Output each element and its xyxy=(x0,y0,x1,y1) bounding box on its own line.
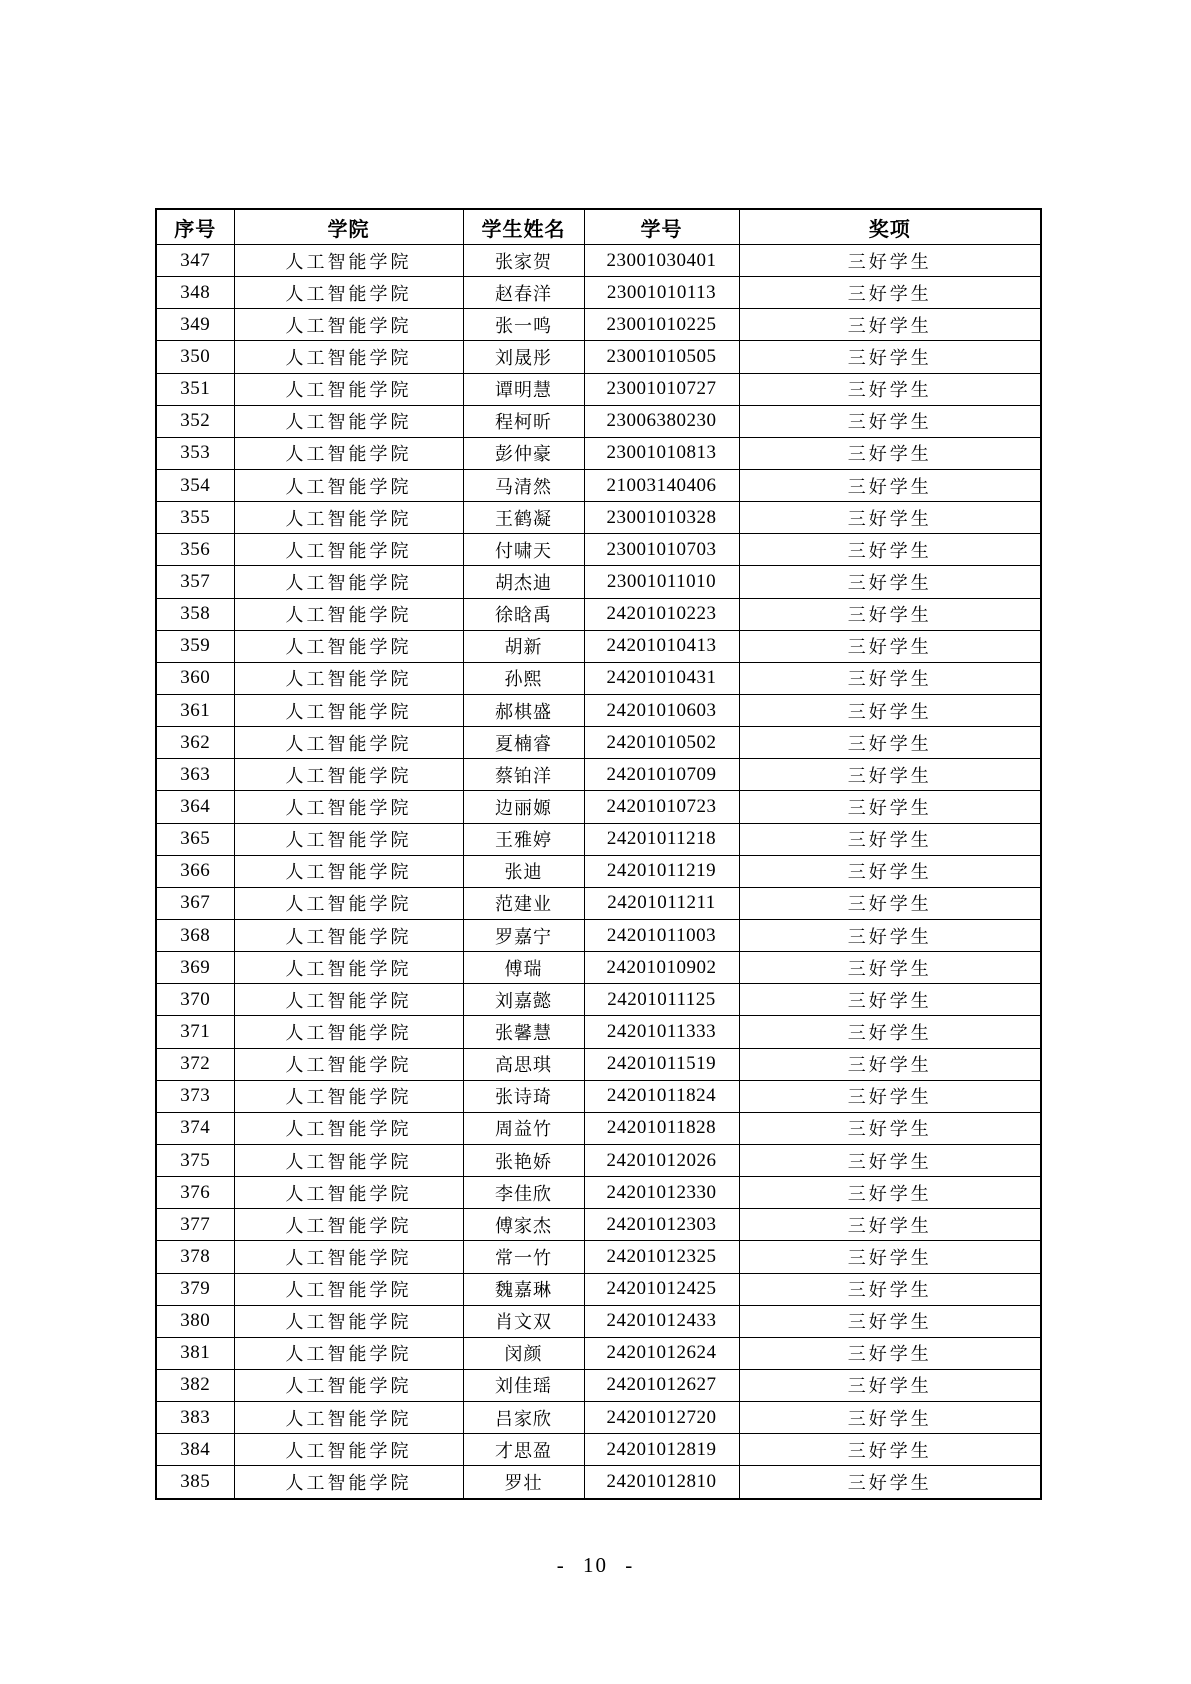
table-row xyxy=(156,727,1041,759)
header-student-id: 学号 xyxy=(584,209,739,245)
cell-student-id: 23001010505 xyxy=(584,341,739,373)
cell-student-name: 刘晟彤 xyxy=(463,341,584,373)
cell-serial-number: 356 xyxy=(156,534,234,566)
cell-serial-number: 363 xyxy=(156,759,234,791)
cell-student-name: 夏楠睿 xyxy=(463,727,584,759)
cell-award: 三好学生 xyxy=(739,855,1041,887)
table-row xyxy=(156,566,1041,598)
cell-student-id: 23006380230 xyxy=(584,405,739,437)
cell-student-id: 24201012330 xyxy=(584,1177,739,1209)
header-award: 奖项 xyxy=(739,209,1041,245)
cell-award: 三好学生 xyxy=(739,1466,1041,1499)
cell-student-id: 24201010902 xyxy=(584,952,739,984)
cell-serial-number: 370 xyxy=(156,984,234,1016)
cell-college: 人工智能学院 xyxy=(234,1369,463,1401)
cell-student-name: 赵春洋 xyxy=(463,277,584,309)
cell-college: 人工智能学院 xyxy=(234,630,463,662)
cell-student-name: 刘嘉懿 xyxy=(463,984,584,1016)
cell-award: 三好学生 xyxy=(739,1241,1041,1273)
table-row xyxy=(156,791,1041,823)
cell-award: 三好学生 xyxy=(739,759,1041,791)
cell-serial-number: 384 xyxy=(156,1434,234,1466)
cell-serial-number: 377 xyxy=(156,1209,234,1241)
table-row xyxy=(156,245,1041,277)
cell-student-id: 24201012624 xyxy=(584,1337,739,1369)
cell-award: 三好学生 xyxy=(739,598,1041,630)
cell-award: 三好学生 xyxy=(739,405,1041,437)
table-row xyxy=(156,405,1041,437)
cell-award: 三好学生 xyxy=(739,952,1041,984)
cell-serial-number: 385 xyxy=(156,1466,234,1499)
cell-college: 人工智能学院 xyxy=(234,1337,463,1369)
cell-award: 三好学生 xyxy=(739,919,1041,951)
cell-student-name: 魏嘉琳 xyxy=(463,1273,584,1305)
cell-award: 三好学生 xyxy=(739,1112,1041,1144)
cell-college: 人工智能学院 xyxy=(234,598,463,630)
cell-award: 三好学生 xyxy=(739,502,1041,534)
cell-award: 三好学生 xyxy=(739,341,1041,373)
cell-student-name: 张迪 xyxy=(463,855,584,887)
cell-student-id: 23001010113 xyxy=(584,277,739,309)
cell-student-name: 郝棋盛 xyxy=(463,694,584,726)
cell-student-id: 24201012720 xyxy=(584,1402,739,1434)
table-row xyxy=(156,1369,1041,1401)
table-row xyxy=(156,694,1041,726)
cell-college: 人工智能学院 xyxy=(234,373,463,405)
cell-student-id: 24201011003 xyxy=(584,919,739,951)
cell-college: 人工智能学院 xyxy=(234,1016,463,1048)
cell-serial-number: 378 xyxy=(156,1241,234,1273)
cell-college: 人工智能学院 xyxy=(234,791,463,823)
cell-serial-number: 354 xyxy=(156,469,234,501)
table-row xyxy=(156,1177,1041,1209)
table-body xyxy=(156,245,1041,1500)
table-row xyxy=(156,1016,1041,1048)
cell-award: 三好学生 xyxy=(739,694,1041,726)
table-row xyxy=(156,1466,1041,1499)
cell-student-id: 24201011828 xyxy=(584,1112,739,1144)
table-row xyxy=(156,759,1041,791)
cell-award: 三好学生 xyxy=(739,245,1041,277)
cell-award: 三好学生 xyxy=(739,662,1041,694)
cell-award: 三好学生 xyxy=(739,823,1041,855)
cell-serial-number: 368 xyxy=(156,919,234,951)
cell-college: 人工智能学院 xyxy=(234,1209,463,1241)
cell-student-id: 23001010813 xyxy=(584,437,739,469)
cell-student-name: 常一竹 xyxy=(463,1241,584,1273)
cell-college: 人工智能学院 xyxy=(234,855,463,887)
cell-award: 三好学生 xyxy=(739,1080,1041,1112)
cell-college: 人工智能学院 xyxy=(234,1177,463,1209)
cell-student-name: 王雅婷 xyxy=(463,823,584,855)
cell-student-id: 24201010223 xyxy=(584,598,739,630)
cell-student-name: 吕家欣 xyxy=(463,1402,584,1434)
cell-serial-number: 366 xyxy=(156,855,234,887)
cell-student-name: 边丽嫄 xyxy=(463,791,584,823)
cell-serial-number: 379 xyxy=(156,1273,234,1305)
table-row xyxy=(156,1434,1041,1466)
cell-serial-number: 361 xyxy=(156,694,234,726)
cell-award: 三好学生 xyxy=(739,1273,1041,1305)
table-row xyxy=(156,1241,1041,1273)
cell-serial-number: 367 xyxy=(156,887,234,919)
cell-serial-number: 380 xyxy=(156,1305,234,1337)
cell-serial-number: 352 xyxy=(156,405,234,437)
cell-student-name: 范建业 xyxy=(463,887,584,919)
cell-student-name: 才思盈 xyxy=(463,1434,584,1466)
cell-student-id: 24201012819 xyxy=(584,1434,739,1466)
cell-student-id: 24201010431 xyxy=(584,662,739,694)
cell-serial-number: 348 xyxy=(156,277,234,309)
cell-student-name: 胡杰迪 xyxy=(463,566,584,598)
cell-serial-number: 374 xyxy=(156,1112,234,1144)
cell-student-id: 24201011519 xyxy=(584,1048,739,1080)
cell-college: 人工智能学院 xyxy=(234,1466,463,1499)
cell-student-id: 24201012325 xyxy=(584,1241,739,1273)
cell-college: 人工智能学院 xyxy=(234,1144,463,1176)
cell-student-name: 闵颜 xyxy=(463,1337,584,1369)
cell-student-id: 23001010328 xyxy=(584,502,739,534)
table-row xyxy=(156,1144,1041,1176)
cell-college: 人工智能学院 xyxy=(234,952,463,984)
cell-award: 三好学生 xyxy=(739,887,1041,919)
cell-award: 三好学生 xyxy=(739,469,1041,501)
cell-student-id: 24201011125 xyxy=(584,984,739,1016)
cell-award: 三好学生 xyxy=(739,566,1041,598)
cell-student-id: 24201012433 xyxy=(584,1305,739,1337)
cell-student-name: 高思琪 xyxy=(463,1048,584,1080)
cell-serial-number: 359 xyxy=(156,630,234,662)
cell-student-id: 24201010709 xyxy=(584,759,739,791)
table-row xyxy=(156,630,1041,662)
table-row xyxy=(156,1209,1041,1241)
cell-student-name: 傅瑞 xyxy=(463,952,584,984)
cell-student-name: 周益竹 xyxy=(463,1112,584,1144)
cell-student-name: 程柯昕 xyxy=(463,405,584,437)
cell-serial-number: 373 xyxy=(156,1080,234,1112)
cell-serial-number: 347 xyxy=(156,245,234,277)
table-row xyxy=(156,534,1041,566)
cell-college: 人工智能学院 xyxy=(234,245,463,277)
cell-student-name: 刘佳瑶 xyxy=(463,1369,584,1401)
cell-award: 三好学生 xyxy=(739,1369,1041,1401)
cell-serial-number: 353 xyxy=(156,437,234,469)
cell-serial-number: 360 xyxy=(156,662,234,694)
cell-college: 人工智能学院 xyxy=(234,502,463,534)
award-table xyxy=(155,208,1042,1500)
cell-serial-number: 376 xyxy=(156,1177,234,1209)
table-row xyxy=(156,373,1041,405)
cell-serial-number: 383 xyxy=(156,1402,234,1434)
table-row xyxy=(156,919,1041,951)
cell-student-id: 24201012303 xyxy=(584,1209,739,1241)
cell-college: 人工智能学院 xyxy=(234,1048,463,1080)
cell-award: 三好学生 xyxy=(739,630,1041,662)
cell-student-id: 23001010703 xyxy=(584,534,739,566)
cell-student-name: 孙熙 xyxy=(463,662,584,694)
header-student-name: 学生姓名 xyxy=(463,209,584,245)
cell-student-id: 24201012627 xyxy=(584,1369,739,1401)
cell-student-name: 罗壮 xyxy=(463,1466,584,1499)
cell-award: 三好学生 xyxy=(739,984,1041,1016)
cell-serial-number: 362 xyxy=(156,727,234,759)
cell-student-id: 24201012425 xyxy=(584,1273,739,1305)
cell-college: 人工智能学院 xyxy=(234,694,463,726)
cell-student-id: 24201011333 xyxy=(584,1016,739,1048)
cell-college: 人工智能学院 xyxy=(234,759,463,791)
cell-student-id: 24201012026 xyxy=(584,1144,739,1176)
cell-serial-number: 357 xyxy=(156,566,234,598)
cell-student-id: 24201012810 xyxy=(584,1466,739,1499)
cell-student-name: 肖文双 xyxy=(463,1305,584,1337)
cell-serial-number: 381 xyxy=(156,1337,234,1369)
cell-student-id: 24201011211 xyxy=(584,887,739,919)
cell-student-id: 23001030401 xyxy=(584,245,739,277)
cell-student-name: 傅家杰 xyxy=(463,1209,584,1241)
cell-student-id: 24201011824 xyxy=(584,1080,739,1112)
cell-student-id: 23001010225 xyxy=(584,309,739,341)
cell-college: 人工智能学院 xyxy=(234,1434,463,1466)
table-row xyxy=(156,598,1041,630)
cell-serial-number: 371 xyxy=(156,1016,234,1048)
cell-student-id: 24201010723 xyxy=(584,791,739,823)
cell-college: 人工智能学院 xyxy=(234,277,463,309)
table-row xyxy=(156,1402,1041,1434)
cell-award: 三好学生 xyxy=(739,1048,1041,1080)
table-row xyxy=(156,1048,1041,1080)
cell-college: 人工智能学院 xyxy=(234,887,463,919)
table-row xyxy=(156,1305,1041,1337)
cell-college: 人工智能学院 xyxy=(234,1273,463,1305)
cell-award: 三好学生 xyxy=(739,373,1041,405)
cell-student-name: 付啸天 xyxy=(463,534,584,566)
cell-student-name: 张家贺 xyxy=(463,245,584,277)
cell-student-id: 24201010603 xyxy=(584,694,739,726)
table-row xyxy=(156,309,1041,341)
cell-student-name: 马清然 xyxy=(463,469,584,501)
cell-award: 三好学生 xyxy=(739,277,1041,309)
cell-student-name: 徐晗禹 xyxy=(463,598,584,630)
page-number: - 10 - xyxy=(556,1553,635,1577)
table-row xyxy=(156,823,1041,855)
cell-award: 三好学生 xyxy=(739,727,1041,759)
cell-award: 三好学生 xyxy=(739,1305,1041,1337)
cell-serial-number: 382 xyxy=(156,1369,234,1401)
cell-college: 人工智能学院 xyxy=(234,919,463,951)
cell-college: 人工智能学院 xyxy=(234,309,463,341)
cell-college: 人工智能学院 xyxy=(234,1402,463,1434)
cell-student-name: 张艳娇 xyxy=(463,1144,584,1176)
table-row xyxy=(156,662,1041,694)
cell-student-name: 张馨慧 xyxy=(463,1016,584,1048)
cell-college: 人工智能学院 xyxy=(234,534,463,566)
cell-award: 三好学生 xyxy=(739,1209,1041,1241)
table-row xyxy=(156,1273,1041,1305)
cell-student-name: 李佳欣 xyxy=(463,1177,584,1209)
cell-student-name: 胡新 xyxy=(463,630,584,662)
cell-student-name: 谭明慧 xyxy=(463,373,584,405)
cell-serial-number: 350 xyxy=(156,341,234,373)
table-row xyxy=(156,984,1041,1016)
table-row xyxy=(156,855,1041,887)
cell-college: 人工智能学院 xyxy=(234,984,463,1016)
cell-student-id: 24201011218 xyxy=(584,823,739,855)
cell-student-id: 23001010727 xyxy=(584,373,739,405)
table-row xyxy=(156,887,1041,919)
table-row xyxy=(156,341,1041,373)
cell-serial-number: 372 xyxy=(156,1048,234,1080)
table-row xyxy=(156,502,1041,534)
cell-serial-number: 351 xyxy=(156,373,234,405)
cell-college: 人工智能学院 xyxy=(234,1305,463,1337)
cell-award: 三好学生 xyxy=(739,1434,1041,1466)
cell-award: 三好学生 xyxy=(739,309,1041,341)
cell-student-id: 21003140406 xyxy=(584,469,739,501)
cell-award: 三好学生 xyxy=(739,1337,1041,1369)
cell-award: 三好学生 xyxy=(739,534,1041,566)
cell-serial-number: 349 xyxy=(156,309,234,341)
cell-serial-number: 375 xyxy=(156,1144,234,1176)
cell-student-name: 罗嘉宁 xyxy=(463,919,584,951)
header-serial-number: 序号 xyxy=(156,209,234,245)
cell-college: 人工智能学院 xyxy=(234,823,463,855)
cell-student-name: 蔡铂洋 xyxy=(463,759,584,791)
cell-serial-number: 364 xyxy=(156,791,234,823)
cell-award: 三好学生 xyxy=(739,791,1041,823)
cell-student-name: 张一鸣 xyxy=(463,309,584,341)
table-row xyxy=(156,1080,1041,1112)
header-college: 学院 xyxy=(234,209,463,245)
table-row xyxy=(156,277,1041,309)
cell-serial-number: 365 xyxy=(156,823,234,855)
cell-college: 人工智能学院 xyxy=(234,405,463,437)
cell-college: 人工智能学院 xyxy=(234,469,463,501)
cell-award: 三好学生 xyxy=(739,1402,1041,1434)
table-row xyxy=(156,437,1041,469)
table-row xyxy=(156,1112,1041,1144)
cell-student-id: 24201011219 xyxy=(584,855,739,887)
cell-student-name: 王鹤凝 xyxy=(463,502,584,534)
table-row xyxy=(156,469,1041,501)
cell-student-id: 24201010502 xyxy=(584,727,739,759)
cell-award: 三好学生 xyxy=(739,1016,1041,1048)
cell-award: 三好学生 xyxy=(739,437,1041,469)
cell-college: 人工智能学院 xyxy=(234,1112,463,1144)
cell-award: 三好学生 xyxy=(739,1177,1041,1209)
table-row xyxy=(156,1337,1041,1369)
header-row xyxy=(156,209,1041,245)
table-row xyxy=(156,952,1041,984)
cell-serial-number: 355 xyxy=(156,502,234,534)
cell-student-name: 张诗琦 xyxy=(463,1080,584,1112)
cell-college: 人工智能学院 xyxy=(234,727,463,759)
cell-college: 人工智能学院 xyxy=(234,662,463,694)
cell-award: 三好学生 xyxy=(739,1144,1041,1176)
cell-college: 人工智能学院 xyxy=(234,566,463,598)
cell-student-id: 23001011010 xyxy=(584,566,739,598)
cell-serial-number: 358 xyxy=(156,598,234,630)
table-header xyxy=(156,209,1041,245)
cell-student-name: 彭仲豪 xyxy=(463,437,584,469)
cell-serial-number: 369 xyxy=(156,952,234,984)
cell-college: 人工智能学院 xyxy=(234,1241,463,1273)
cell-college: 人工智能学院 xyxy=(234,1080,463,1112)
cell-student-id: 24201010413 xyxy=(584,630,739,662)
cell-college: 人工智能学院 xyxy=(234,341,463,373)
cell-college: 人工智能学院 xyxy=(234,437,463,469)
